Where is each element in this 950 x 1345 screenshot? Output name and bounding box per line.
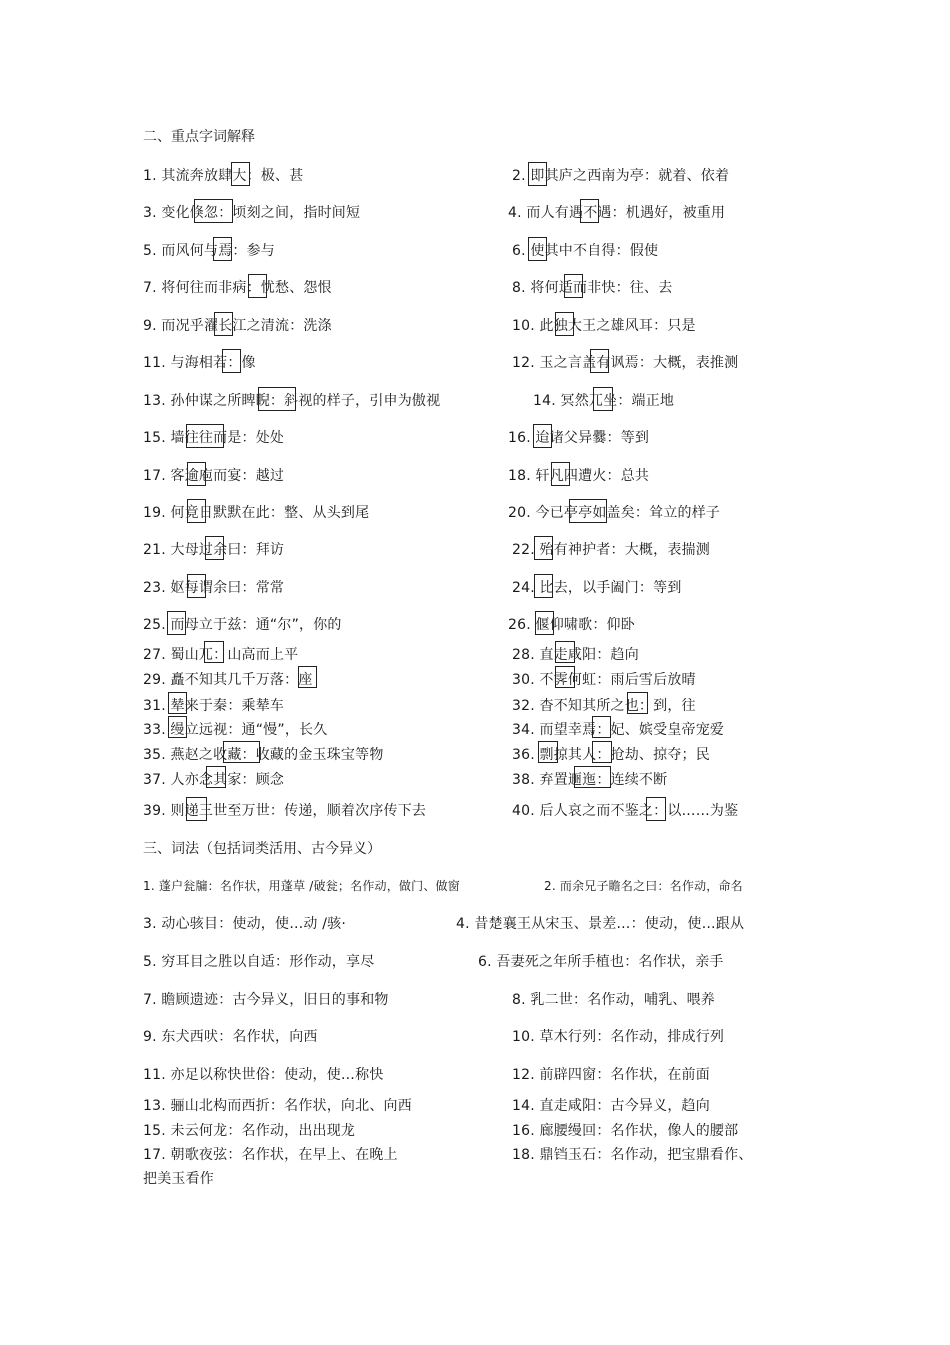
vocab-item: 4. 而人有遇不遇：机遇好，被重用 bbox=[508, 205, 726, 221]
vocab-item: 7. 将何往而非病：忧愁、怨恨 bbox=[143, 280, 332, 296]
vocab-item: 15. 墙往往而是：处处 bbox=[143, 430, 285, 446]
grammar-item: 14. 直走咸阳：古今异义，趋向 bbox=[512, 1098, 710, 1114]
vocab-item: 21. 大母过余曰：拜访 bbox=[143, 542, 285, 558]
vocab-item: 24. 比去，以手阖门：等到 bbox=[512, 580, 682, 596]
vocab-item: 39. 则递三世至万世：传递，顺着次序传下去 bbox=[143, 803, 427, 819]
grammar-item: 5. 穷耳目之胜以自适：形作动，享尽 bbox=[143, 954, 375, 970]
highlight-box bbox=[186, 797, 207, 821]
grammar-item: 3. 动心骇目：使动，使…动 /骇· bbox=[143, 916, 347, 932]
vocab-item: 26. 偃仰啸歌：仰卧 bbox=[508, 617, 635, 633]
grammar-item: 6. 吾妻死之年所手植也：名作状，亲手 bbox=[478, 954, 724, 970]
vocab-item: 37. 人亦念其家：顾念 bbox=[143, 772, 285, 788]
highlight-box bbox=[248, 274, 267, 298]
highlight-box bbox=[187, 499, 206, 523]
highlight-box bbox=[206, 766, 226, 788]
highlight-box bbox=[580, 199, 599, 223]
grammar-item-continuation: 把美玉看作 bbox=[143, 1171, 214, 1187]
grammar-item: 9. 东犬西吠：名作状，向西 bbox=[143, 1029, 318, 1045]
highlight-box bbox=[194, 199, 233, 223]
highlight-box bbox=[534, 574, 553, 598]
highlight-box bbox=[574, 766, 611, 788]
highlight-box bbox=[168, 692, 187, 714]
highlight-box bbox=[528, 237, 547, 261]
grammar-item: 7. 瞻顾遗迹：古今异义，旧日的事和物 bbox=[143, 992, 389, 1008]
highlight-box bbox=[551, 462, 570, 486]
grammar-item: 18. 鼎铛玉石：名作动，把宝鼎看作、 bbox=[512, 1147, 753, 1163]
vocab-item: 9. 而况乎濯长江之清流：洗涤 bbox=[143, 318, 332, 334]
vocab-item: 11. 与海相若：像 bbox=[143, 355, 256, 371]
grammar-item: 8. 乳二世：名作动，哺乳、喂养 bbox=[512, 992, 716, 1008]
highlight-box bbox=[205, 536, 224, 560]
highlight-box bbox=[538, 741, 558, 763]
section-heading-grammar: 三、词法（包括词类活用、古今异义） bbox=[143, 841, 381, 857]
highlight-box bbox=[258, 387, 296, 411]
highlight-box bbox=[231, 162, 250, 186]
vocab-item: 6. 使其中不自得：假使 bbox=[512, 243, 659, 259]
highlight-box bbox=[592, 741, 612, 763]
vocab-item: 16. 迨诸父异爨：等到 bbox=[508, 430, 650, 446]
vocab-item: 23. 妪每谓余曰：常常 bbox=[143, 580, 285, 596]
grammar-item: 4. 昔楚襄王从宋玉、景差…：使动，使…跟从 bbox=[456, 916, 745, 932]
highlight-box bbox=[627, 692, 648, 714]
vocab-item: 25. 而母立于兹：通“尔”，你的 bbox=[143, 617, 342, 633]
vocab-item: 8. 将何适而非快：往、去 bbox=[512, 280, 673, 296]
highlight-box bbox=[555, 312, 574, 336]
vocab-item: 20. 今已亭亭如盖矣：耸立的样子 bbox=[508, 505, 721, 521]
highlight-box bbox=[187, 462, 206, 486]
grammar-item: 12. 前辟四窗：名作状，在前面 bbox=[512, 1067, 710, 1083]
highlight-box bbox=[168, 716, 187, 738]
highlight-box bbox=[204, 641, 224, 663]
grammar-item: 16. 廊腰缦回：名作状，像人的腰部 bbox=[512, 1123, 739, 1139]
highlight-box bbox=[646, 797, 666, 821]
grammar-item: 1. 蓬户瓮牖：名作状，用蓬草 /破瓮；名作动，做门、做窗 bbox=[143, 879, 460, 893]
highlight-box bbox=[298, 666, 317, 688]
vocab-item: 29. 矗不知其几千万落：座 bbox=[143, 672, 313, 688]
grammar-item: 17. 朝歌夜弦：名作状，在早上、在晚上 bbox=[143, 1147, 398, 1163]
highlight-box bbox=[213, 237, 232, 261]
vocab-item: 27. 蜀山兀：山高而上平 bbox=[143, 647, 299, 663]
vocab-item: 3. 变化倏忽：顷刻之间，指时间短 bbox=[143, 205, 361, 221]
highlight-box bbox=[214, 312, 233, 336]
grammar-item: 15. 未云何龙：名作动，出出现龙 bbox=[143, 1123, 356, 1139]
highlight-box bbox=[555, 666, 575, 688]
vocab-item: 5. 而风何与焉：参与 bbox=[143, 243, 276, 259]
vocab-item: 32. 杳不知其所之也：到，往 bbox=[512, 698, 696, 714]
vocab-item: 40. 后人哀之而不鉴之：以……为鉴 bbox=[512, 803, 739, 819]
vocab-item: 30. 不霁何虹：雨后雪后放晴 bbox=[512, 672, 696, 688]
highlight-box bbox=[555, 641, 575, 663]
vocab-item: 10. 此独大王之雄风耳：只是 bbox=[512, 318, 696, 334]
highlight-box bbox=[222, 349, 241, 373]
vocab-item: 1. 其流奔放肆大：极、甚 bbox=[143, 168, 304, 184]
highlight-box bbox=[186, 424, 224, 448]
vocab-item: 31. 辇来于秦：乘辇车 bbox=[143, 698, 285, 714]
section-heading-vocab: 二、重点字词解释 bbox=[143, 129, 255, 145]
vocab-item: 19. 何竟日默默在此：整、从头到尾 bbox=[143, 505, 370, 521]
highlight-box bbox=[535, 611, 554, 635]
grammar-item: 10. 草木行列：名作动，排成行列 bbox=[512, 1029, 725, 1045]
grammar-item: 2. 而余兄子瞻名之曰：名作动，命名 bbox=[544, 879, 743, 893]
vocab-item: 28. 直走咸阳：趋向 bbox=[512, 647, 639, 663]
highlight-box bbox=[533, 424, 552, 448]
grammar-item: 11. 亦足以称快世俗：使动，使…称快 bbox=[143, 1067, 384, 1083]
vocab-item: 36. 剽掠其人：抢劫、掠夺；民 bbox=[512, 747, 710, 763]
vocab-item: 14. 冥然兀坐：端正地 bbox=[533, 393, 675, 409]
highlight-box bbox=[569, 499, 607, 523]
vocab-item: 34. 而望幸焉：妃、嫔受皇帝宠爱 bbox=[512, 722, 725, 738]
vocab-item: 38. 弃置逦迤：连续不断 bbox=[512, 772, 668, 788]
highlight-box bbox=[592, 716, 611, 738]
highlight-box bbox=[528, 162, 547, 186]
highlight-box bbox=[593, 387, 613, 411]
vocab-item: 2. 即其庐之西南为亭：就着、依着 bbox=[512, 168, 730, 184]
vocab-item: 17. 客逾庖而宴：越过 bbox=[143, 468, 285, 484]
highlight-box bbox=[187, 574, 206, 598]
vocab-item: 18. 轩凡四遭火：总共 bbox=[508, 468, 650, 484]
highlight-box bbox=[534, 536, 553, 560]
vocab-item: 33. 缦立远视：通“慢”，长久 bbox=[143, 722, 328, 738]
vocab-item: 22. 殆有神护者：大概，表揣测 bbox=[512, 542, 710, 558]
vocab-item: 12. 玉之言盖有讽焉：大概，表推测 bbox=[512, 355, 739, 371]
vocab-item: 13. 孙仲谋之所睥睨：斜视的样子，引申为傲视 bbox=[143, 393, 441, 409]
highlight-box bbox=[167, 611, 186, 635]
highlight-box bbox=[223, 741, 260, 763]
grammar-item: 13. 骊山北构而西折：名作状，向北、向西 bbox=[143, 1098, 412, 1114]
vocab-item: 35. 燕赵之收藏：收藏的金玉珠宝等物 bbox=[143, 747, 384, 763]
highlight-box bbox=[564, 274, 583, 298]
highlight-box bbox=[590, 349, 609, 373]
